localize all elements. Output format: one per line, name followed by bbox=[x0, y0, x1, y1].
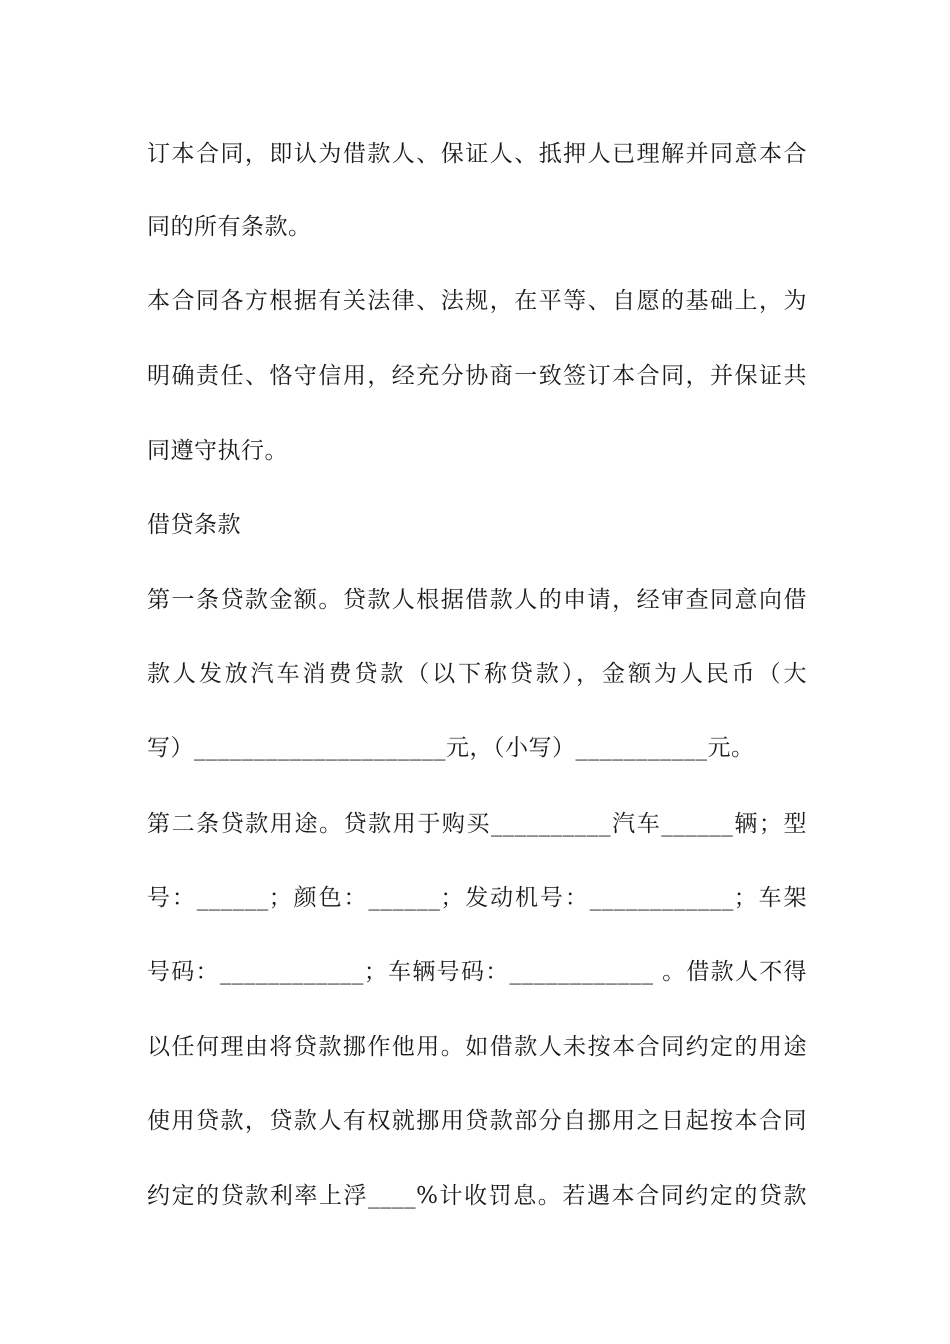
text-line: 同的所有条款。 bbox=[147, 214, 312, 240]
text-line: 款人发放汽车消费贷款（以下称贷款），金额为人民币（大 bbox=[147, 661, 807, 687]
text-line: 第二条贷款用途。贷款用于购买__________汽车______辆；型 bbox=[147, 811, 807, 837]
text-line: 同遵守执行。 bbox=[147, 438, 288, 464]
text-line: 明确责任、恪守信用，经充分协商一致签订本合同，并保证共 bbox=[147, 363, 807, 389]
text-line: 第一条贷款金额。贷款人根据借款人的申请，经审查同意向借 bbox=[147, 587, 807, 613]
text-line: 以任何理由将贷款挪作他用。如借款人未按本合同约定的用途 bbox=[147, 1034, 807, 1060]
text-line: 号码：____________；车辆号码：____________ 。借款人不得 bbox=[147, 959, 807, 985]
text-line: 号：______；颜色：______；发动机号：____________；车架 bbox=[147, 885, 807, 911]
text-line: 使用贷款，贷款人有权就挪用贷款部分自挪用之日起按本合同 bbox=[147, 1108, 807, 1134]
text-line: 约定的贷款利率上浮____%计收罚息。若遇本合同约定的贷款 bbox=[147, 1183, 807, 1209]
text-line: 订本合同，即认为借款人、保证人、抵押人已理解并同意本合 bbox=[147, 141, 807, 167]
section-heading: 借贷条款 bbox=[147, 512, 241, 538]
text-line: 本合同各方根据有关法律、法规，在平等、自愿的基础上，为 bbox=[147, 288, 807, 314]
text-line: 写）_____________________元，（小写）___________元。 bbox=[147, 735, 755, 761]
